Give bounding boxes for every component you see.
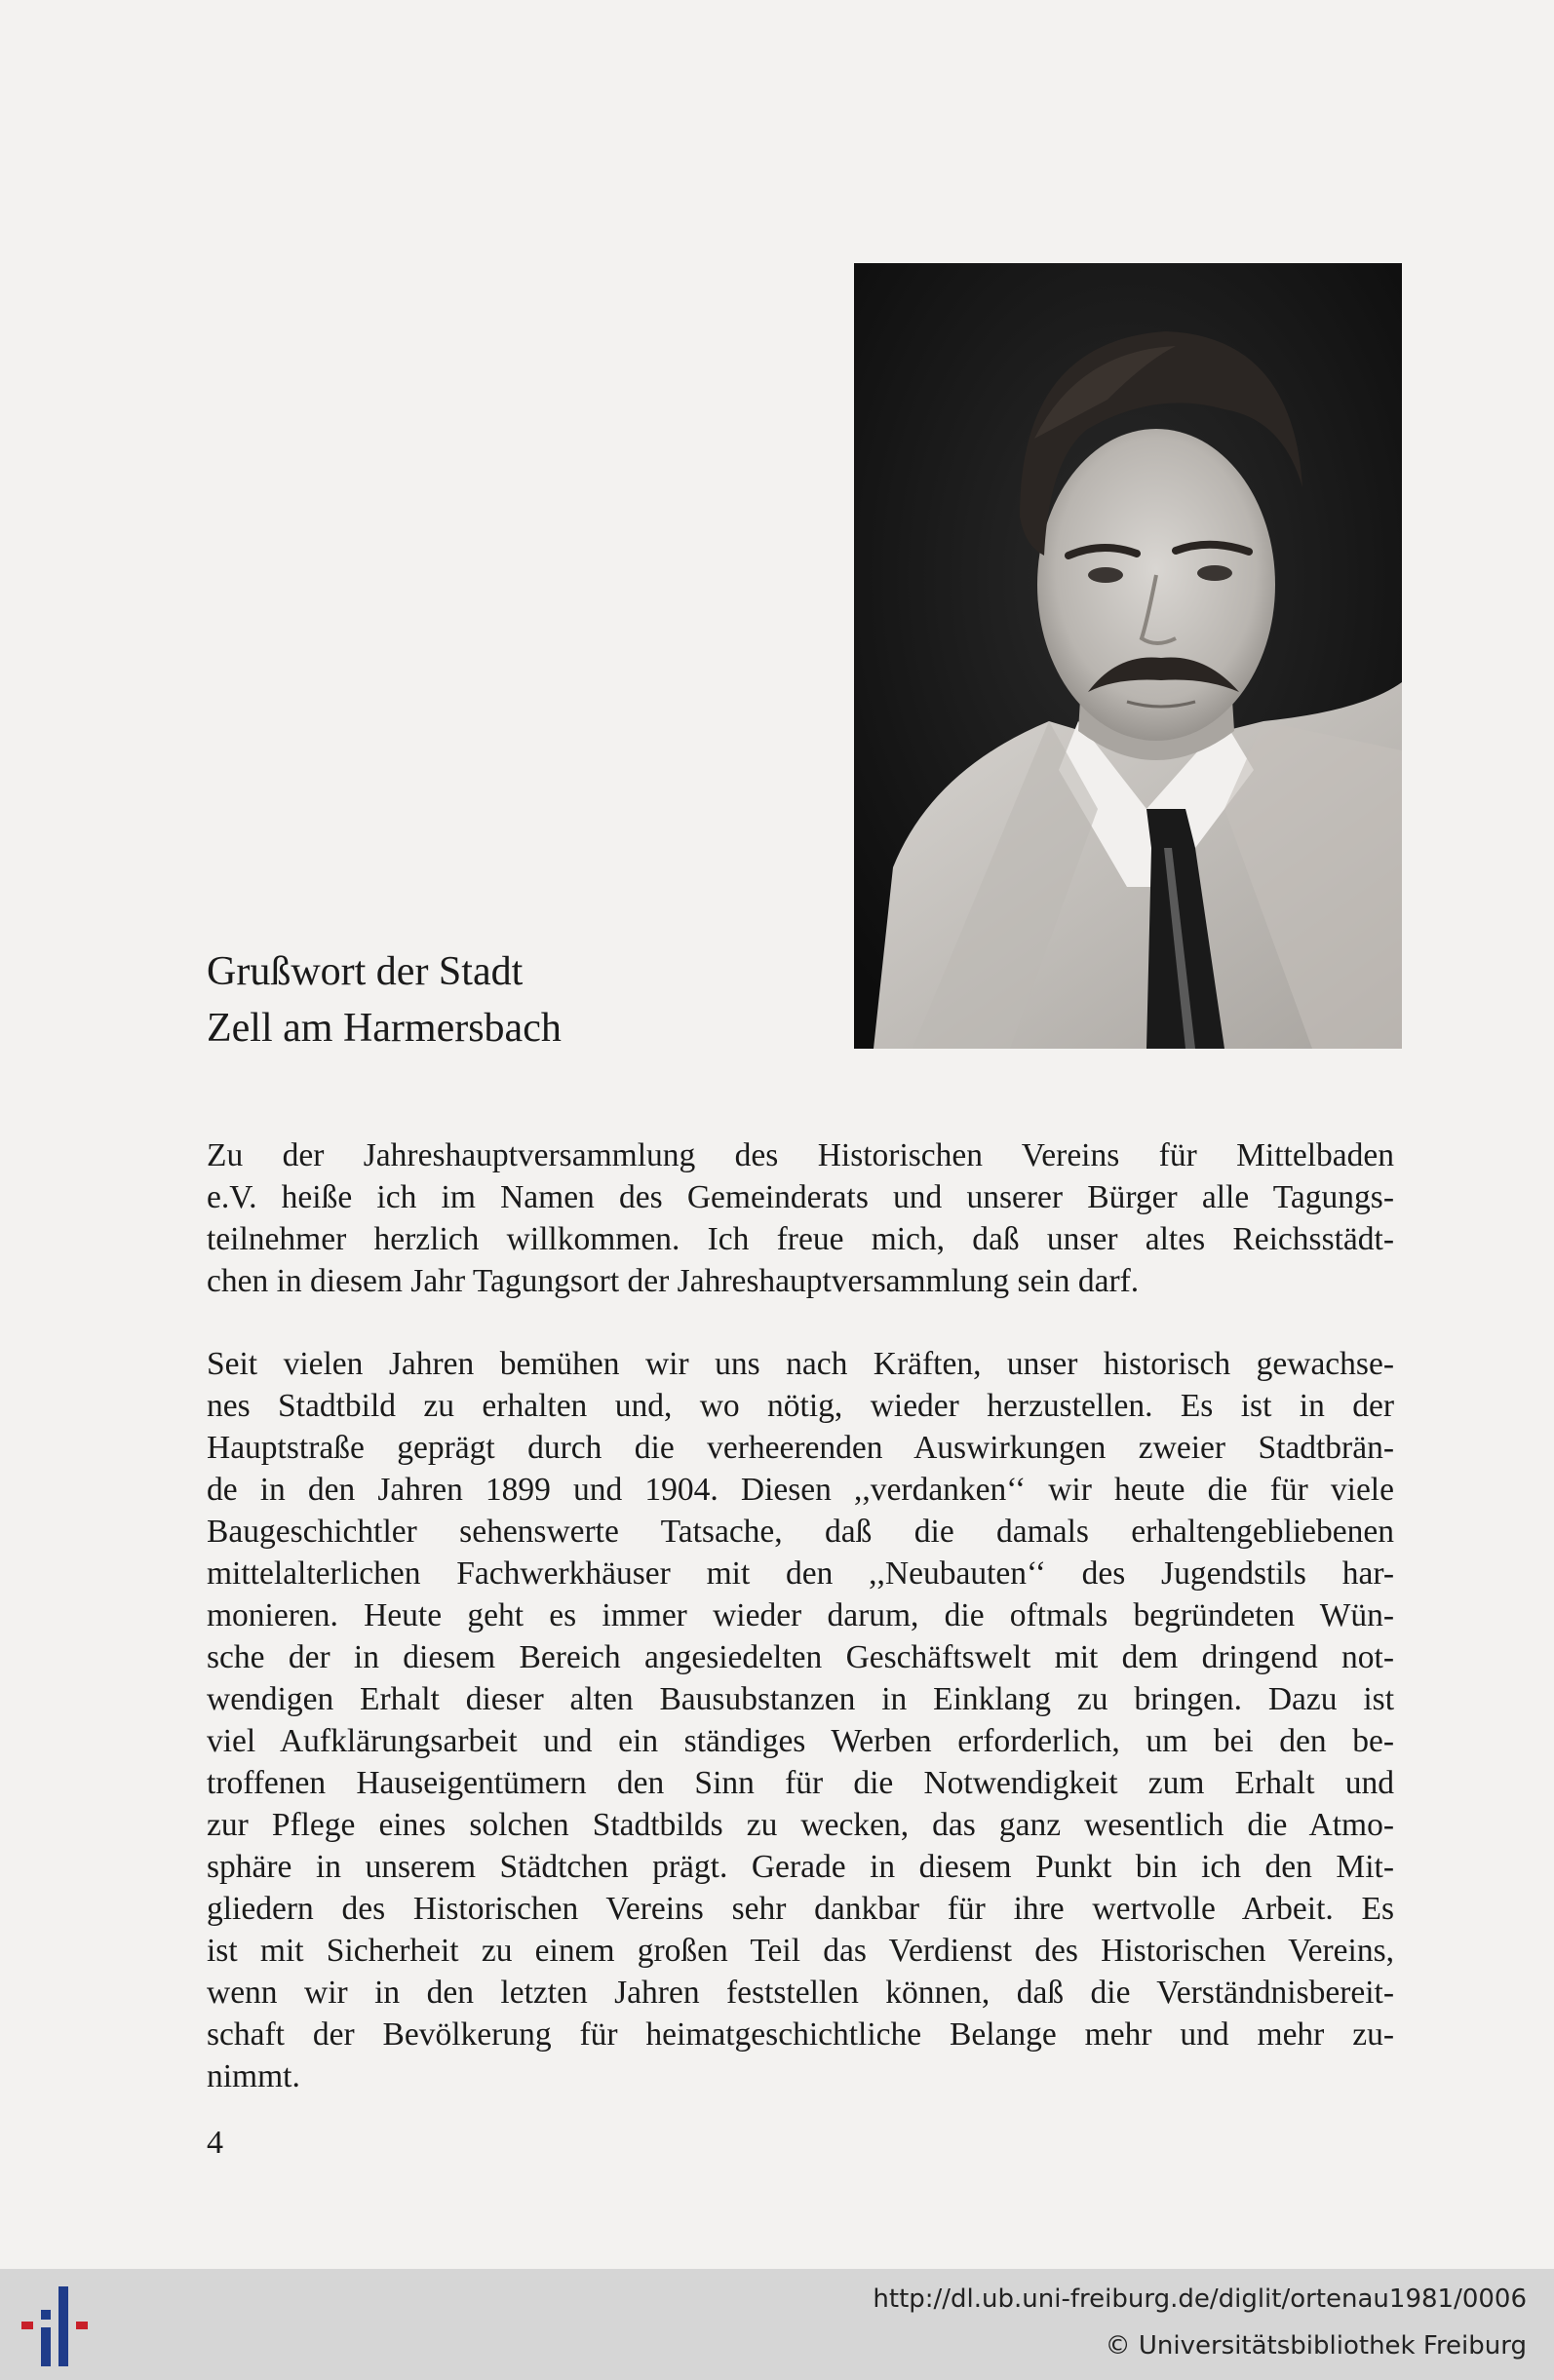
source-url-link[interactable]: http://dl.ub.uni-freiburg.de/diglit/ortenau1981/0006 [873,2284,1527,2314]
text-line: wenn wir in den letzten Jahren feststellen können, daß die Verständnisbereit- [207,1975,1394,2011]
body-text [207,1134,1394,2097]
text-line: gliedern des Historischen Vereins sehr dankbar für ihre wertvolle Arbeit. Es [207,1891,1394,1927]
text-line: troffenen Hauseigentümern den Sinn für die Notwendigkeit zum Erhalt und [207,1765,1394,1801]
paragraph-1 [207,1134,1394,1302]
text-line: sphäre in unserem Städtchen prägt. Gerade in diesem Punkt bin ich den Mit- [207,1849,1394,1885]
text-line: nes Stadtbild zu erhalten und, wo nötig, wieder herzustellen. Es ist in der [207,1388,1394,1424]
text-line: mittelalterlichen Fachwerkhäuser mit den ,,Neubauten‘‘ des Jugendstils har- [207,1555,1394,1592]
text-line: ist mit Sicherheit zu einem großen Teil das Verdienst des Historischen Vereins, [207,1933,1394,1969]
text-line: monieren. Heute geht es immer wieder darum, die oftmals begründeten Wün- [207,1597,1394,1633]
title-line-1: Grußwort der Stadt [207,949,524,994]
text-line: Seit vielen Jahren bemühen wir uns nach Kräften, unser historisch gewachse- [207,1346,1394,1382]
text-line: de in den Jahren 1899 und 1904. Diesen ,,verdanken‘‘ wir heute die für viele [207,1472,1394,1508]
footer-bar [0,2269,1554,2380]
text-line: Hauptstraße geprägt durch die verheerenden Auswirkungen zweier Stadtbrän- [207,1430,1394,1466]
ub-freiburg-logo-icon [18,2281,99,2368]
copyright-text: © Universitätsbibliothek Freiburg [1105,2331,1527,2361]
text-line: teilnehmer herzlich willkommen. Ich freue mich, daß unser altes Reichsstädt- [207,1221,1394,1257]
text-line: e.V. heiße ich im Namen des Gemeinderats und unserer Bürger alle Tagungs- [207,1179,1394,1215]
portrait-photo [854,263,1402,1049]
text-line: wendigen Erhalt dieser alten Bausubstanzen in Einklang zu bringen. Dazu ist [207,1681,1394,1717]
paragraph-2 [207,1343,1394,2097]
title-line-2: Zell am Harmersbach [207,1006,562,1051]
text-line: zur Pflege eines solchen Stadtbilds zu wecken, das ganz wesentlich die Atmo- [207,1807,1394,1843]
text-line: sche der in diesem Bereich angesiedelten Geschäftswelt mit dem dringend not- [207,1639,1394,1675]
text-line: chen in diesem Jahr Tagungsort der Jahreshauptversammlung sein darf. [207,1263,1140,1299]
text-line: nimmt. [207,2058,300,2094]
page-title [207,943,562,1056]
paragraph-gap [207,1302,1394,1343]
text-line: viel Aufklärungsarbeit und ein ständiges Werben erforderlich, um bei den be- [207,1723,1394,1759]
text-line: Zu der Jahreshauptversammlung des Historischen Vereins für Mittelbaden [207,1137,1394,1173]
text-line: schaft der Bevölkerung für heimatgeschichtliche Belange mehr und mehr zu- [207,2016,1394,2053]
page-number: 4 [207,2125,223,2161]
text-line: Baugeschichtler sehenswerte Tatsache, daß die damals erhaltengebliebenen [207,1514,1394,1550]
